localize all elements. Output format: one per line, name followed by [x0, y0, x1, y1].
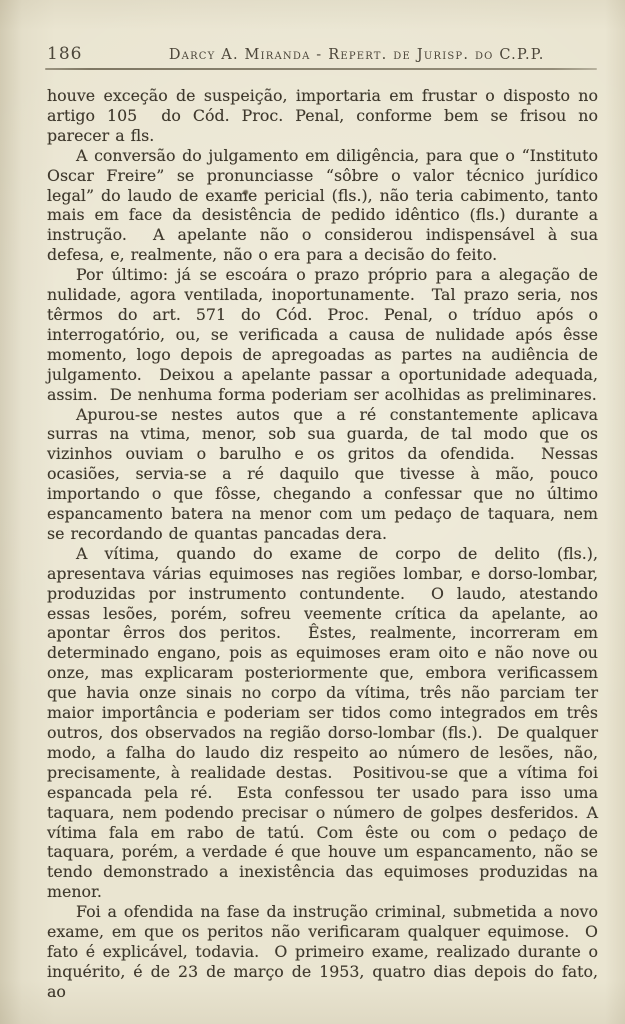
paragraph: Por último: já se escoára o prazo próprio para a alegação de nulidade, agora ventilada, inoportunamente. Tal prazo seria, nos têrmos do art. 571 do Cód. Proc. Penal, o tríduo após o interrogatório, ou, se verificada a causa de nulidade após êsse momento, logo depois de apregoadas as partes na audiência de julgamento. Deixou a apelante passar a oportunidade adequada, assim. De nenhuma forma poderiam ser acolhidas as preliminares. [47, 265, 605, 404]
page-number: 186 [47, 44, 83, 64]
header-rule [45, 68, 597, 70]
paragraph: Apurou-se nestes autos que a ré constantemente aplicava surras na vtima, menor, sob sua guarda, de tal modo que os vizinhos ouviam o barulho e os gritos da ofendida. Nessas ocasiões, servia-se a ré daquilo que tivesse à mão, pouco importando o que fôsse, chegando a confessar que no último espancamento batera na menor com um pedaço de taquara, nem se recordando de quantas pancadas dera. [47, 404, 605, 543]
running-title: Darcy A. Miranda - Repert. de Jurisp. do C.P.P. [168, 47, 545, 63]
page-body [47, 86, 605, 1002]
paragraph: houve exceção de suspeição, importaria em frustar o disposto no artigo 105 do Cód. Proc. Penal, conforme bem se frisou no parecer a fls. [47, 86, 605, 145]
page-header [47, 44, 597, 64]
paragraph: Foi a ofendida na fase da instrução criminal, submetida a novo exame, em que os peritos não verificaram qualquer equimose. O fato é explicável, todavia. O primeiro exame, realizado durante o inquérito, é de 23 de março de 1953, quatro dias depois do fato, ao [47, 902, 605, 1001]
paragraph: A conversão do julgamento em diligência, para que o “Instituto Oscar Freire” se pronunciasse “sôbre o valor técnico jurídico legal” do laudo de exame pericial (fls.), não teria cabimento, tanto mais em face da desistência de pedido idêntico (fls.) durante a instrução. A apelante não o considerou indispensável à sua defesa, e, realmente, não o era para a decisão do feito. [47, 145, 605, 265]
paragraph: A vítima, quando do exame de corpo de delito (fls.), apresentava várias equimoses nas regiões lombar, e dorso-lombar, produzidas por instrumento contundente. O laudo, atestando essas lesões, porém, sofreu veemente crítica da apelante, ao apontar êrros dos peritos. Êstes, realmente, incorreram em determinado engano, pois as equimoses eram oito e não nove ou onze, mas explicaram posteriormente que, embora verificassem que havia onze sinais no corpo da vítima, três não parciam ter maior importância e poderiam ser tidos como integrados em três outros, dos observados na região dorso-lombar (fls.). De qualquer modo, a falha do laudo diz respeito ao número de lesões, não, precisamente, à realidade destas. Positivou-se que a vítima foi espancada pela ré. Esta confessou ter usado para isso uma taquara, nem podendo precisar o número de golpes desferidos. A vítima fala em rabo de tatú. Com êste ou com o pedaço de taquara, porém, a verdade é que houve um espancamento, não se tendo demonstrado a inexistência das equimoses produzidas na menor. [47, 543, 605, 902]
